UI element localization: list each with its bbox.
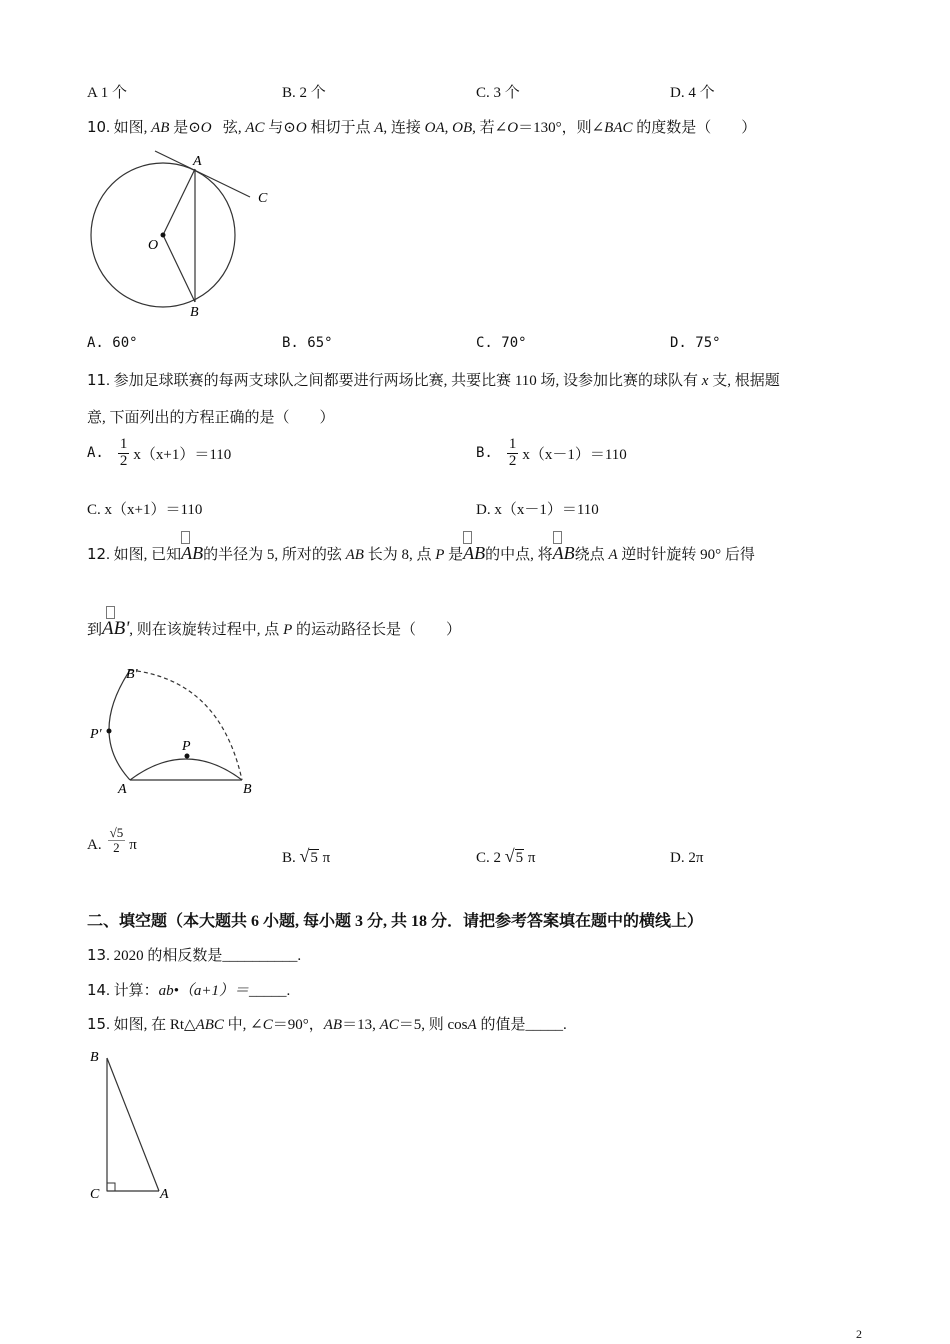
q10-var: O xyxy=(507,120,519,136)
q11-option-b-expr: x（x－1）＝110 xyxy=(522,446,627,463)
q12-option-a-pi: π xyxy=(129,837,137,854)
q12-arc-ab xyxy=(130,759,242,780)
frac-den: 2 xyxy=(113,839,120,855)
q14 xyxy=(87,979,290,1000)
q10-var: O xyxy=(200,120,212,136)
q15-text: ＝5, 则 cos xyxy=(398,1017,468,1033)
q10-label-a: A xyxy=(193,154,202,169)
q13-number: 13 xyxy=(87,946,107,964)
q10-radius-oa xyxy=(163,169,195,235)
q12-label-a: A xyxy=(118,782,127,797)
q15-text: 的值是 xyxy=(476,1017,526,1033)
q12-label-p-prime: P′ xyxy=(90,727,102,742)
sqrt-radicand: 5 xyxy=(515,850,524,866)
q15-number: 15 xyxy=(87,1015,107,1033)
q12-option-c-pi: π xyxy=(527,850,536,866)
q12-arc-text: AB xyxy=(463,543,486,563)
q12-stem-line2 xyxy=(87,618,461,640)
arc-placeholder-icon xyxy=(553,531,562,544)
q9-option-b: B. 2 个 xyxy=(282,85,326,101)
q12-text: 到 xyxy=(87,622,103,638)
q12-label-b-prime: B′ xyxy=(126,667,138,682)
q15-text: ＝13, xyxy=(342,1017,380,1033)
q11-option-d: D. x（x－1）＝110 xyxy=(476,502,599,518)
q12-arc-ab-prime xyxy=(102,618,129,639)
q10-number: 10 xyxy=(87,118,107,136)
q9-option-a: A 1 个 xyxy=(87,85,128,101)
page-number: 2 xyxy=(856,1327,862,1341)
q12-option-d: D. 2π xyxy=(670,850,704,866)
sqrt-sign: √ xyxy=(504,846,515,866)
q10-var: A xyxy=(374,120,384,136)
q12-arc-text: AB' xyxy=(102,618,130,639)
q12-option-a xyxy=(87,826,137,854)
q10-var: O xyxy=(295,120,307,136)
q12-point-p-prime xyxy=(107,729,112,734)
q10-tangent-line xyxy=(155,151,250,197)
q10-radius-ob xyxy=(163,235,195,302)
arc-placeholder-icon xyxy=(106,606,115,619)
q12-var: AB xyxy=(345,547,364,563)
q11-number: 11 xyxy=(87,371,107,389)
q10-option-b: B. 65° xyxy=(282,335,333,351)
q12-option-a-label: A. xyxy=(87,837,102,854)
q12-option-c-label: C. 2 xyxy=(476,850,502,866)
q10-option-d: D. 75° xyxy=(670,335,721,351)
q15-var: AB xyxy=(323,1017,343,1033)
frac-num: √5 xyxy=(109,825,124,840)
q10-option-a: A. 60° xyxy=(87,335,138,351)
q12-stem-line1 xyxy=(87,543,755,564)
q15-text: 中, ∠ xyxy=(223,1017,263,1033)
q12-text: , 则在该旋转过程中, 点 xyxy=(129,622,284,638)
q11-option-a-fraction xyxy=(118,437,130,470)
q15-var: C xyxy=(262,1017,273,1033)
q12-arc-ab-prime xyxy=(109,670,130,780)
q12-option-a-fraction xyxy=(108,826,126,854)
q10-var: AB xyxy=(151,120,170,136)
q15-var: A xyxy=(467,1017,477,1033)
q12-text: 长为 8, 点 xyxy=(363,547,436,563)
frac-num: 1 xyxy=(508,436,517,452)
q10-label-b: B xyxy=(190,305,199,320)
q11-option-a-expr: x（x+1）＝110 xyxy=(133,446,232,463)
q11-option-b-label: B. xyxy=(476,445,493,462)
q12-text: 的运动路径长是（ ） xyxy=(292,622,461,638)
q10-text: . 如图, xyxy=(106,120,152,136)
arc-placeholder-icon xyxy=(181,531,190,544)
q11-option-a xyxy=(87,437,231,470)
q10-stem xyxy=(87,116,756,137)
q10-text: 的度数是（ ） xyxy=(632,120,757,136)
q15-text: ＝90°， xyxy=(272,1017,324,1033)
q12-option-b xyxy=(282,846,330,867)
q11-var: x xyxy=(701,373,709,389)
q10-var: OB xyxy=(452,120,473,136)
q9-option-c: C. 3 个 xyxy=(476,85,520,101)
q12-label-p: P xyxy=(182,739,191,754)
q10-text: , 连接 xyxy=(383,120,425,136)
q11-option-b xyxy=(476,437,627,470)
q12-text: 的半径为 5, 所对的弦 xyxy=(203,547,346,563)
q12-rotation-figure xyxy=(80,660,280,805)
q12-var: P xyxy=(283,622,293,638)
q15-label-c: C xyxy=(90,1187,100,1202)
q14-expression: ab•（a+1）＝ xyxy=(158,983,249,999)
q12-text: 的中点, 将 xyxy=(485,547,553,563)
q10-text: 与⊙ xyxy=(264,120,296,136)
frac-num: 1 xyxy=(119,436,128,452)
q15-label-a: A xyxy=(160,1187,169,1202)
q10-var: AC xyxy=(245,120,265,136)
q12-option-c-sqrt xyxy=(505,846,524,867)
q10-text: ＝130°，则∠ xyxy=(518,120,605,136)
q12-number: 12 xyxy=(87,545,107,563)
q12-text: 绕点 xyxy=(574,547,609,563)
q15-label-b: B xyxy=(90,1050,99,1065)
q15-answer-blank: _____ xyxy=(525,1017,563,1033)
q10-text: 弦, xyxy=(211,120,246,136)
q10-var: OA xyxy=(424,120,445,136)
q10-circle-figure xyxy=(80,145,280,325)
q10-text: , 若∠ xyxy=(472,120,508,136)
arc-placeholder-icon xyxy=(463,531,472,544)
q10-text: 是⊙ xyxy=(169,120,201,136)
q14-answer-blank: _____ xyxy=(248,983,287,999)
q12-text: . 如图, 已知 xyxy=(106,547,182,563)
q12-arc-text: AB xyxy=(181,543,204,563)
q11-stem-line1 xyxy=(87,369,780,390)
q12-arc-text: AB xyxy=(552,543,575,563)
q15 xyxy=(87,1013,567,1034)
q10-text: 相切于点 xyxy=(306,120,375,136)
q12-text: 逆时针旋转 90° 后得 xyxy=(617,547,755,563)
q14-text: . xyxy=(286,983,291,999)
q12-label-b: B xyxy=(243,782,252,797)
q12-option-b-label: B. xyxy=(282,850,296,866)
q12-option-b-sqrt xyxy=(300,846,319,867)
q11-option-b-fraction xyxy=(507,437,519,470)
q12-option-b-pi: π xyxy=(322,850,331,866)
q15-triangle-figure xyxy=(80,1042,190,1207)
section2-heading: 二、填空题（本大题共 6 小题, 每小题 3 分, 共 18 分．请把参考答案填在题中的横线上） xyxy=(87,913,704,930)
q9-option-d: D. 4 个 xyxy=(670,85,715,101)
q10-option-c: C. 70° xyxy=(476,335,527,351)
q12-arc-ab xyxy=(553,543,575,563)
frac-den: 2 xyxy=(119,452,128,469)
right-angle-icon xyxy=(107,1183,115,1191)
q12-var: P xyxy=(435,547,445,563)
q12-arc-ab xyxy=(181,543,203,563)
q11-option-a-label: A. xyxy=(87,445,104,462)
q10-label-c: C xyxy=(258,191,268,206)
q10-label-o: O xyxy=(148,238,159,253)
q15-text: . 如图, 在 Rt△ xyxy=(106,1017,196,1033)
q10-center-dot xyxy=(161,233,166,238)
q15-var: ABC xyxy=(195,1017,224,1033)
frac-den: 2 xyxy=(508,452,517,469)
q11-text: . 参加足球联赛的每两支球队之间都要进行两场比赛, 共要比赛 110 场, 设参加比赛的球队有 xyxy=(106,373,702,389)
q10-text: , xyxy=(444,120,453,136)
q13 xyxy=(87,944,301,965)
q12-dashed-path xyxy=(130,670,242,780)
q12-point-p xyxy=(185,754,190,759)
q15-var: AC xyxy=(379,1017,399,1033)
q13-text: . xyxy=(297,948,302,964)
q10-var: BAC xyxy=(604,120,633,136)
q15-text: . xyxy=(562,1017,567,1033)
q12-var: A xyxy=(608,547,618,563)
q12-option-c xyxy=(476,846,535,867)
q12-text: 是 xyxy=(444,547,464,563)
q11-text: 支, 根据题 xyxy=(708,373,780,389)
sqrt-radicand: 5 xyxy=(310,850,318,866)
q12-arc-ab xyxy=(463,543,485,563)
q13-answer-blank: __________ xyxy=(222,948,298,964)
q14-text: . 计算： xyxy=(106,983,159,999)
q11-stem-line2: 意, 下面列出的方程正确的是（ ） xyxy=(87,410,335,426)
q14-number: 14 xyxy=(87,981,107,999)
q15-side-ab xyxy=(107,1058,159,1191)
sqrt-sign: √ xyxy=(299,846,310,866)
q11-option-c: C. x（x+1）＝110 xyxy=(87,502,203,518)
q13-text: . 2020 的相反数是 xyxy=(106,948,223,964)
